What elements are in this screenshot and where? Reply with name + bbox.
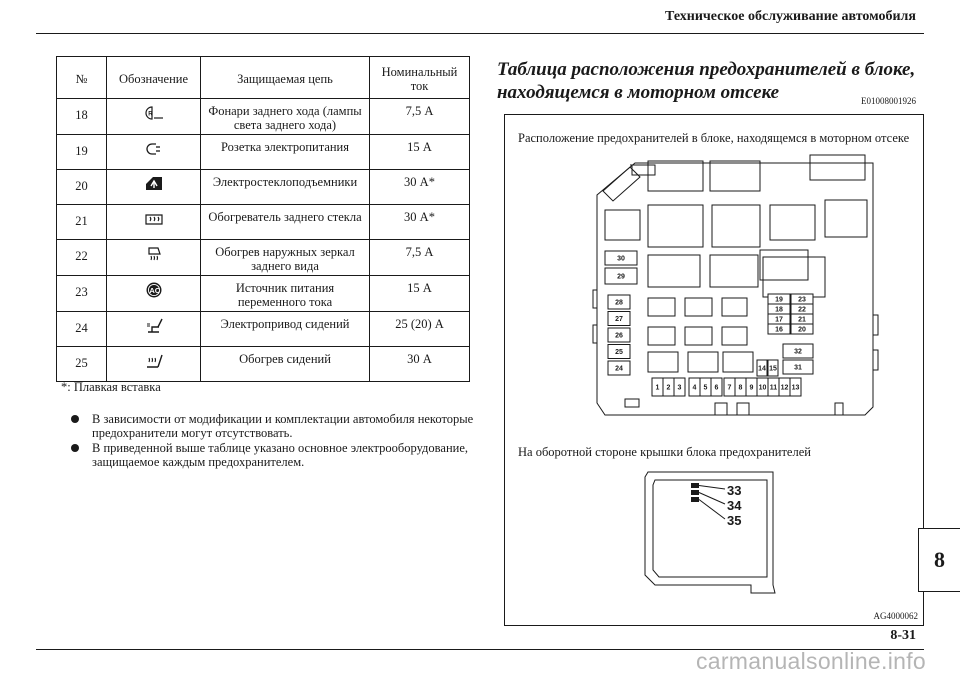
relay-block: [760, 250, 808, 280]
relay-block: [722, 298, 747, 316]
protected-circuit: Обогреватель заднего стекла: [201, 205, 370, 240]
header-rule: [36, 33, 924, 34]
protected-circuit: Розетка электропитания: [201, 135, 370, 170]
fuse-label: 22: [798, 306, 806, 314]
fuse-label: 31: [794, 364, 802, 372]
fuse-label: 24: [615, 365, 623, 373]
ac-icon: [107, 276, 201, 312]
column-header-symbol: Обозначение: [107, 57, 201, 99]
notes-list: [70, 412, 480, 470]
fuse-box-diagram: [505, 115, 925, 627]
relay-block: [825, 200, 867, 237]
fuse-label: 18: [775, 306, 783, 314]
relay-block: [722, 327, 747, 345]
fuse-rating: 15 А: [370, 135, 470, 170]
fuse-label: 25: [615, 349, 623, 356]
fuse-slot-10: [757, 378, 768, 396]
fuse-label: 19: [775, 296, 783, 304]
table-row: [57, 276, 470, 312]
fuse-slot-2: [663, 378, 674, 396]
relay-block: [648, 327, 675, 345]
table-row: [57, 312, 470, 347]
fuse-label: 10: [758, 384, 767, 392]
running-head: Техническое обслуживание автомобиля: [665, 9, 916, 24]
fuse-slot-20: [791, 324, 813, 334]
power-seat-icon: [107, 312, 201, 347]
fuse-label: 5: [703, 384, 708, 392]
chapter-tab: 8: [918, 528, 960, 592]
fuse-number: 20: [57, 170, 107, 205]
figure-code: AG4000062: [873, 611, 918, 621]
fuse-slot-3: [674, 378, 685, 396]
fuse-label: 29: [617, 273, 625, 281]
fuse-number: 21: [57, 205, 107, 240]
fuse-label: 20: [798, 326, 806, 334]
fuse-slot-5: [700, 378, 711, 396]
protected-circuit: Электропривод сидений: [201, 312, 370, 347]
fuse-label: 12: [780, 384, 789, 392]
table-row: [57, 240, 470, 276]
fuse-slot-18: [768, 304, 790, 314]
figure-caption-top: Расположение предохранителей в блоке, находящемся в моторном отсеке: [518, 131, 910, 145]
fuse-slot-19: [768, 294, 790, 304]
fuse-label: 35: [727, 513, 742, 528]
note-text: В приведенной выше таблице указано основное электрооборудование, защищаемое каждым предохранителем.: [92, 441, 469, 469]
fuse-number: 25: [57, 347, 107, 382]
relay-block: [810, 155, 865, 180]
rear-fog-lamp-icon: [107, 99, 201, 135]
fuse-label: 32: [794, 348, 802, 356]
section-title: Таблица расположения предохранителей в блоке, находящемся в моторном отсеке: [497, 59, 916, 103]
fuse-label: 15: [769, 365, 777, 373]
fuse-rating: 30 А*: [370, 205, 470, 240]
fuse-label: 30: [617, 255, 625, 263]
fuse-slot-28: [608, 295, 630, 309]
power-outlet-icon: [107, 135, 201, 170]
fuse-number: 22: [57, 240, 107, 276]
fuse-slot-7: [724, 378, 735, 396]
fuse-label: 26: [615, 332, 623, 340]
fuse-slot-1: [652, 378, 663, 396]
svg-text:R: R: [147, 111, 153, 118]
fuse-slot-17: [768, 314, 790, 324]
fuse-label: 14: [758, 365, 766, 373]
fuse-label: 9: [749, 384, 754, 392]
fuse-label: 28: [615, 299, 623, 307]
relay-block: [763, 257, 825, 297]
relay-block: [685, 327, 712, 345]
relay-block: [648, 205, 703, 247]
column-header-rating: Номинальный ток: [370, 57, 470, 99]
relay-block: [712, 205, 760, 247]
fuse-slot-29: [605, 268, 637, 284]
fuse-slot-14: [757, 360, 767, 376]
footnote: *: Плавкая вставка: [61, 380, 161, 394]
relay-block: [648, 255, 700, 287]
fuse-number: 19: [57, 135, 107, 170]
fuse-slot-11: [768, 378, 779, 396]
list-item: [70, 441, 480, 469]
watermark: carmanualsonline.info: [695, 648, 926, 674]
fuse-box-outline: [597, 163, 873, 415]
fuse-slot-22: [791, 304, 813, 314]
fuse-slot-31: [783, 360, 813, 374]
fuse-slot-15: [768, 360, 778, 376]
fuse-number: 24: [57, 312, 107, 347]
fuse-label: 4: [692, 384, 697, 392]
fuse-slot-4: [689, 378, 700, 396]
fuse-label: 21: [798, 316, 806, 324]
relay-block: [648, 298, 675, 316]
fuse-rating: 25 (20) А: [370, 312, 470, 347]
fuse-slot-21: [791, 314, 813, 324]
fuse-table-header: [57, 57, 470, 99]
rear-defroster-icon: [107, 205, 201, 240]
table-row: [57, 99, 470, 135]
fuse-label: 3: [677, 384, 682, 392]
protected-circuit: Электростеклоподъемники: [201, 170, 370, 205]
fuse-rating: 30 А: [370, 347, 470, 382]
fuse-label: 1: [655, 384, 660, 392]
table-row: [57, 135, 470, 170]
fuse-slot-27: [608, 312, 630, 326]
fuse-slot-23: [791, 294, 813, 304]
fuse-box-lid: [645, 472, 775, 593]
fuse-slot-32: [783, 344, 813, 358]
list-item: [70, 412, 480, 440]
protected-circuit: Обогрев сидений: [201, 347, 370, 382]
fuse-rating: 30 А*: [370, 170, 470, 205]
power-window-icon: [107, 170, 201, 205]
table-row: [57, 170, 470, 205]
fuse-slot-9: [746, 378, 757, 396]
fuse-label: 6: [714, 384, 719, 392]
relay-block: [648, 352, 678, 372]
fuse-label: 16: [775, 326, 783, 334]
fuse-slot-8: [735, 378, 746, 396]
svg-text:AC: AC: [148, 285, 160, 295]
fuse-slot-30: [605, 251, 637, 265]
relay-block: [770, 205, 815, 240]
table-row: [57, 347, 470, 382]
fuse-slot-16: [768, 324, 790, 334]
fuse-label: 2: [666, 384, 671, 392]
fuse-slot-25: [608, 345, 630, 359]
seat-heater-icon: [107, 347, 201, 382]
fuse-rating: 7,5 А: [370, 240, 470, 276]
bullet-icon: [71, 415, 79, 423]
table-row: [57, 205, 470, 240]
fuse-slot-24: [608, 361, 630, 375]
fuse-label: 34: [727, 498, 742, 513]
protected-circuit: Фонари заднего хода (лампы света заднего хода): [201, 99, 370, 135]
fuse-number: 18: [57, 99, 107, 135]
relay-block: [688, 352, 718, 372]
fuse-slot-12: [779, 378, 790, 396]
fuse-box-figure: [504, 114, 924, 626]
relay-block: [723, 352, 753, 372]
fuse-table: [56, 56, 470, 382]
page-number: 8-31: [890, 628, 916, 643]
fuse-slot-13: [790, 378, 801, 396]
relay-block: [710, 161, 760, 191]
fuse-number: 23: [57, 276, 107, 312]
relay-block: [685, 298, 712, 316]
fuse-label: 13: [791, 384, 800, 392]
protected-circuit: Источник питания переменного тока: [201, 276, 370, 312]
figure-caption-bottom: На оборотной стороне крышки блока предохранителей: [518, 445, 811, 459]
fuse-label: 27: [615, 316, 623, 323]
fuse-label: 11: [769, 384, 778, 392]
relay-block: [710, 255, 758, 287]
fuse-rating: 7,5 А: [370, 99, 470, 135]
fuse-slot-6: [711, 378, 722, 396]
protected-circuit: Обогрев наружных зеркал заднего вида: [201, 240, 370, 276]
relay-block: [605, 210, 640, 240]
fuse-label: 23: [798, 296, 806, 304]
fuse-label: 8: [738, 384, 743, 392]
note-text: В зависимости от модификации и комплектации автомобиля некоторые предохранители могут отсутствовать.: [92, 412, 474, 440]
column-header-number: №: [57, 57, 107, 99]
fuse-slot-26: [608, 328, 630, 342]
fuse-label: 7: [727, 384, 732, 392]
mirror-heater-icon: [107, 240, 201, 276]
section-code: E01008001926: [861, 96, 916, 106]
fuse-label: 17: [775, 316, 783, 324]
relay-block: [648, 161, 703, 191]
fuse-rating: 15 А: [370, 276, 470, 312]
fuse-label: 33: [727, 483, 742, 498]
bullet-icon: [71, 444, 79, 452]
column-header-circuit: Защищаемая цепь: [201, 57, 370, 99]
